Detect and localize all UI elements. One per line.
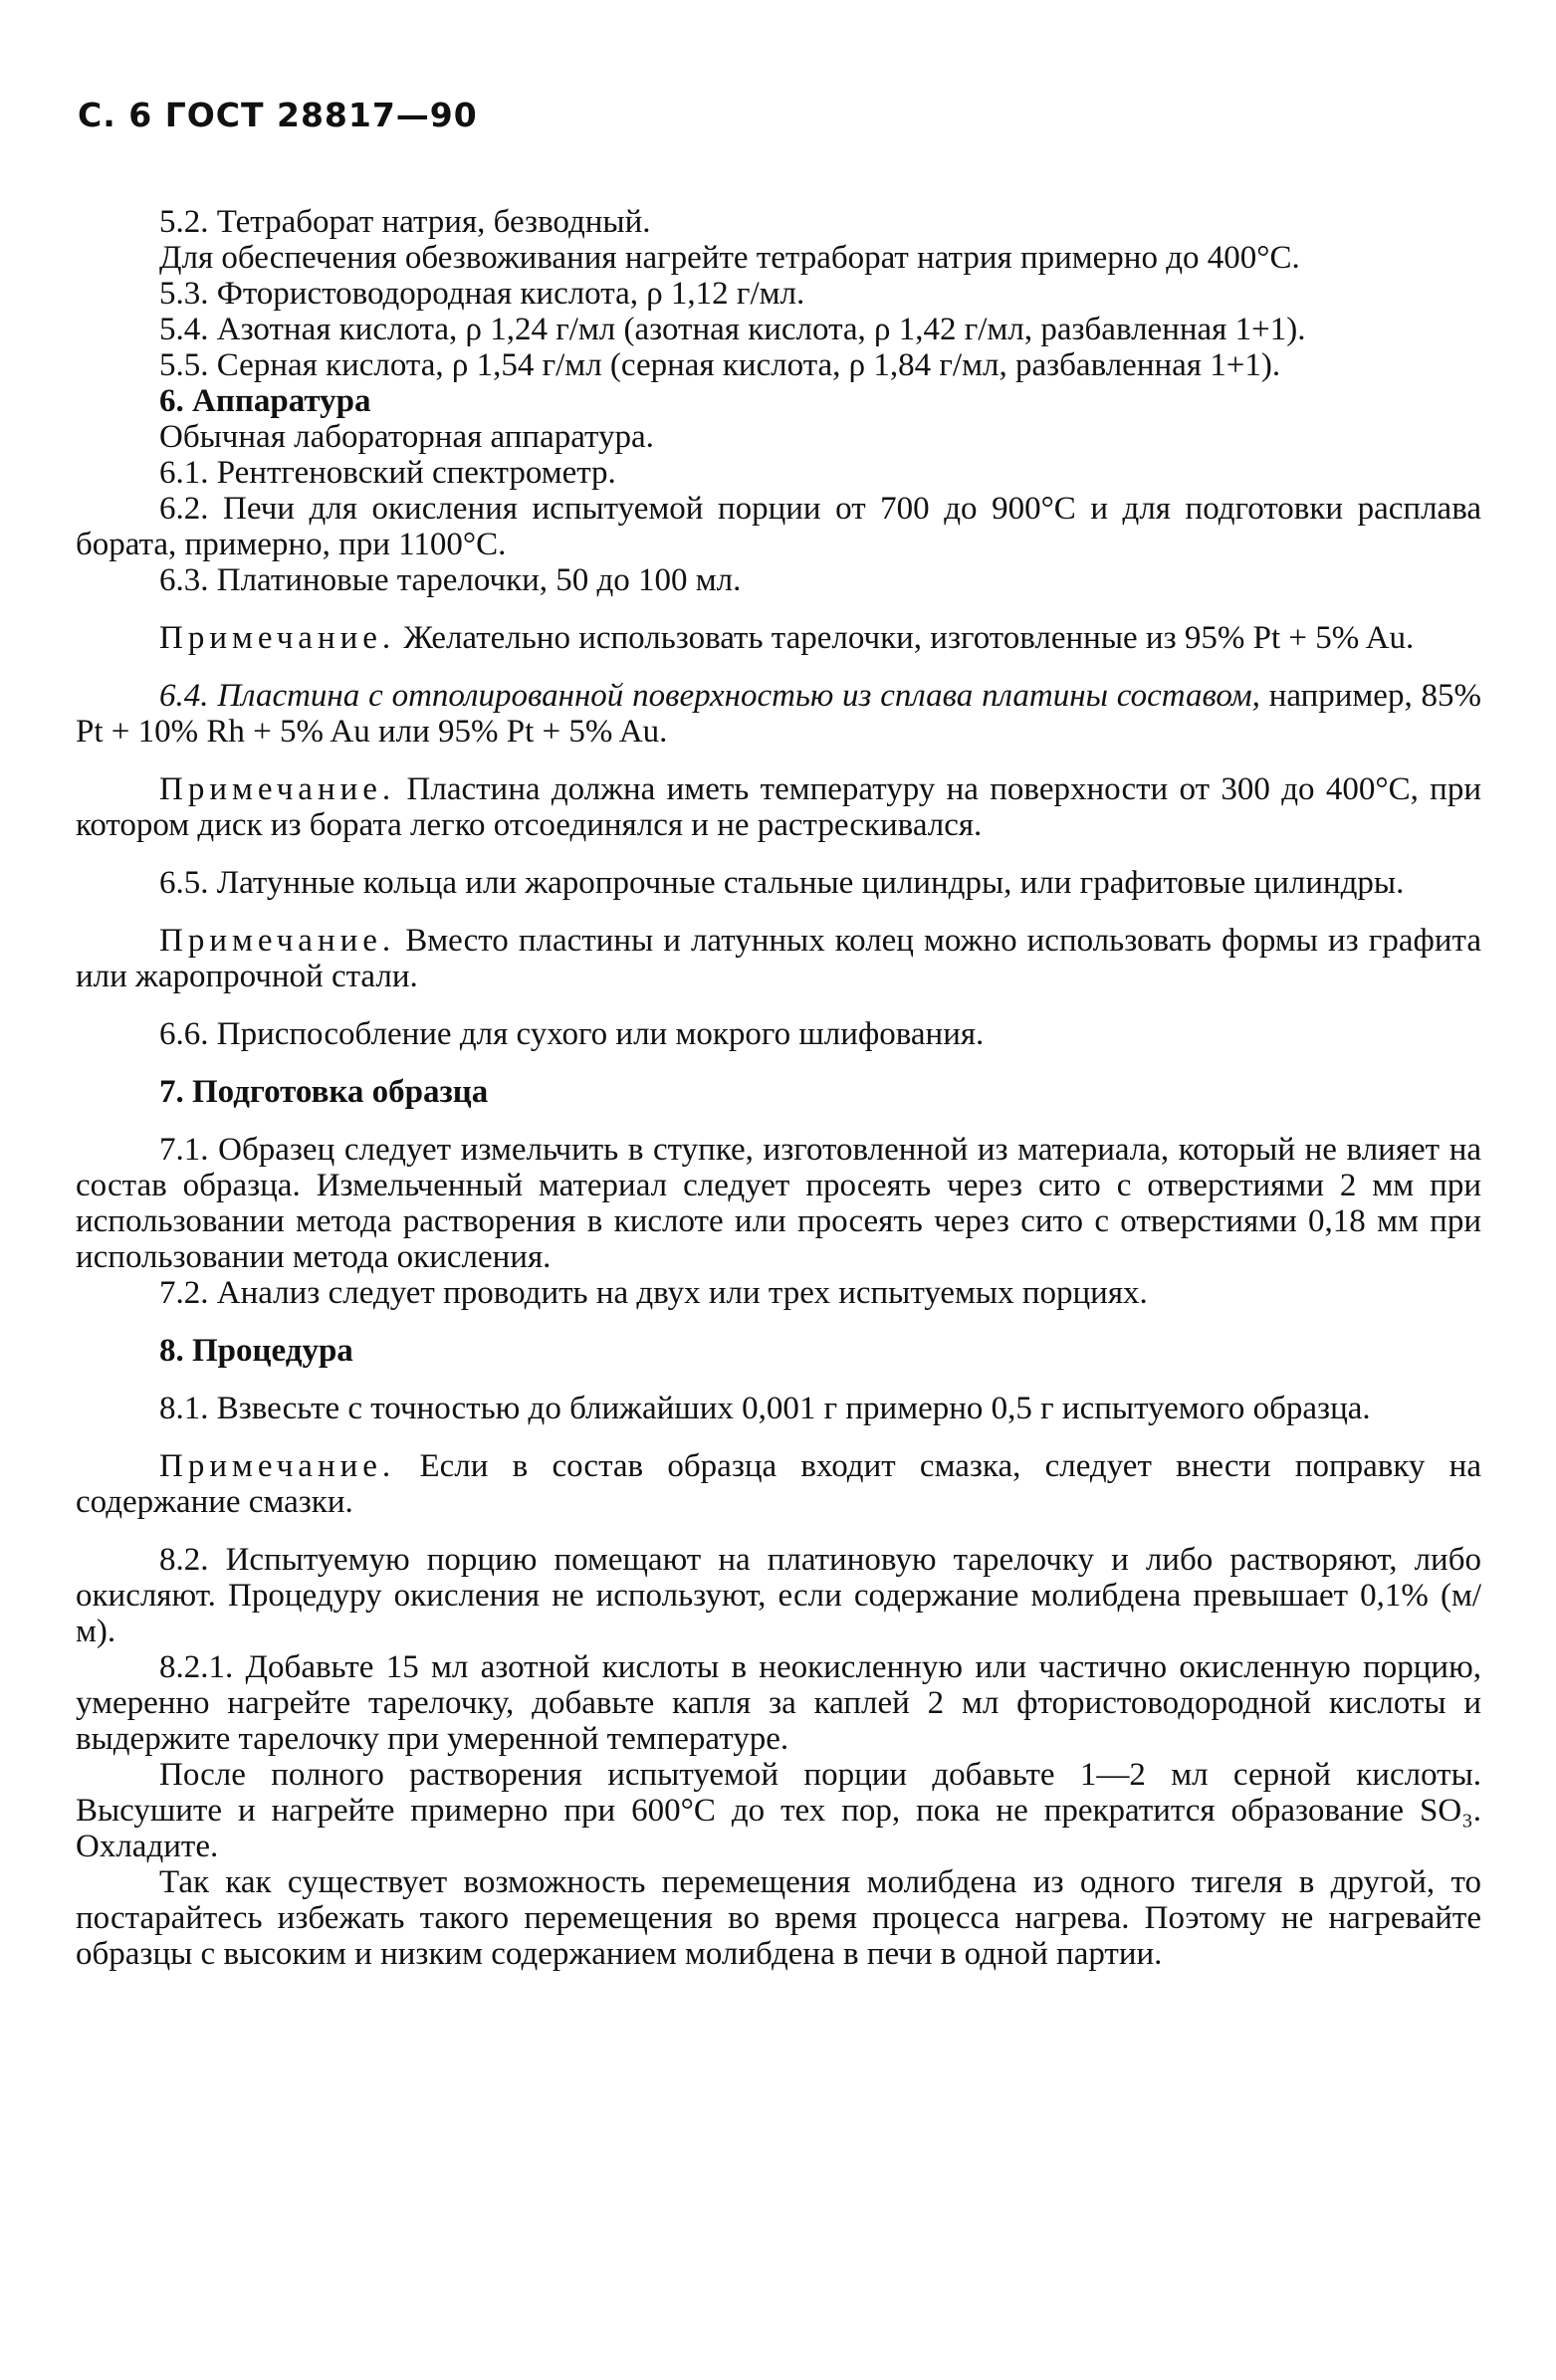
note-4	[76, 1448, 1481, 1520]
note-4-text: Если в состав образца входит смазка, следует внести поправку на содержание смазки.	[76, 1448, 1481, 1520]
document-page	[76, 96, 1481, 1972]
clause-6-2: 6.2. Печи для окисления испытуемой порции от 700 до 900°С и для подготовки расплава бората, примерно, при 1100°С.	[76, 491, 1481, 562]
note-3	[76, 923, 1481, 994]
clause-8-2-1: 8.2.1. Добавьте 15 мл азотной кислоты в неокисленную или частично окисленную порцию, умеренно нагрейте тарелочку, добавьте капля за каплей 2 мл фтористоводородной кислоты и выдержите тарелочку при умеренной температуре.	[76, 1649, 1481, 1757]
clause-5-2-text: Для обеспечения обезвоживания нагрейте тетраборат натрия примерно до 400°С.	[159, 240, 1300, 276]
clause-6-4-rest: например, 85% Pt + 10% Rh + 5% Au или 95% Pt + 5% Au.	[76, 678, 1482, 750]
clause-6-4	[76, 678, 1481, 750]
clause-8-2: 8.2. Испытуемую порцию помещают на платиновую тарелочку и либо растворяют, либо окисляют. Процедуру окисления не используют, если содержание молибдена превышает 0,1% (м/м).	[76, 1542, 1481, 1649]
clause-5-5: 5.5. Серная кислота, ρ 1,54 г/мл (серная кислота, ρ 1,84 г/мл, разбавленная 1+1).	[159, 347, 1281, 383]
note-label: Примечание.	[159, 771, 396, 807]
clause-6-6: 6.6. Приспособление для сухого или мокрого шлифования.	[159, 1016, 985, 1052]
clause-5-3: 5.3. Фтористоводородная кислота, ρ 1,12 г/мл.	[159, 276, 805, 312]
section-6-intro: Обычная лабораторная аппаратура.	[159, 419, 654, 455]
note-label: Примечание.	[159, 1448, 396, 1484]
clause-5-2: 5.2. Тетраборат натрия, безводный.	[159, 204, 651, 240]
note-1-text: Желательно использовать тарелочки, изготовленные из 95% Pt + 5% Au.	[403, 620, 1415, 656]
clause-6-1: 6.1. Рентгеновский спектрометр.	[159, 455, 616, 491]
clause-6-5: 6.5. Латунные кольца или жаропрочные стальные цилиндры, или графитовые цилиндры.	[159, 865, 1405, 901]
section-6-heading: 6. Аппаратура	[159, 383, 371, 419]
note-1	[76, 620, 1481, 656]
clause-8-1: 8.1. Взвесьте с точностью до ближайших 0,001 г примерно 0,5 г испытуемого образца.	[159, 1391, 1371, 1426]
clause-6-3: 6.3. Платиновые тарелочки, 50 до 100 мл.	[159, 562, 742, 598]
clause-7-1: 7.1. Образец следует измельчить в ступке, изготовленной из материала, который не влияет на состав образца. Измельченный материал следует просеять через сито с отверстиями 2 мм при использовании метода растворения в кислоте или просеять через сито с отверстиями 0,18 мм при использовании метода окисления.	[76, 1132, 1481, 1275]
note-2-text: Пластина должна иметь температуру на поверхности от 300 до 400°С, при котором диск из бората легко отсоединялся и не растрескивался.	[76, 771, 1481, 843]
page-header: С. 6 ГОСТ 28817—90	[78, 96, 478, 134]
document-body	[76, 204, 1481, 1972]
note-label: Примечание.	[159, 620, 396, 656]
clause-5-4: 5.4. Азотная кислота, ρ 1,24 г/мл (азотная кислота, ρ 1,42 г/мл, разбавленная 1+1).	[159, 312, 1306, 347]
clause-8-2-1-c: Так как существует возможность перемещения молибдена из одного тигеля в другой, то постарайтесь избежать такого перемещения во время процесса нагрева. Поэтому не нагревайте образцы с высоким и низким содержанием молибдена в печи в одной партии.	[76, 1864, 1481, 1972]
note-label: Примечание.	[159, 923, 396, 959]
clause-6-4-italic: 6.4. Пластина с отполированной поверхностью из сплава платины составом,	[159, 678, 1260, 714]
section-8-heading: 8. Процедура	[159, 1333, 353, 1369]
clause-8-2-1-b: После полного растворения испытуемой порции добавьте 1—2 мл серной кислоты. Высушите и нагрейте примерно при 600°С до тех пор, пока не прекратится образование SO₃. Охладите.	[76, 1757, 1481, 1864]
section-7-heading: 7. Подготовка образца	[159, 1074, 489, 1110]
note-3-text: Вместо пластины и латунных колец можно использовать формы из графита или жаропрочной стали.	[76, 923, 1481, 994]
clause-7-2: 7.2. Анализ следует проводить на двух или трех испытуемых порциях.	[159, 1275, 1148, 1311]
note-2	[76, 771, 1481, 843]
